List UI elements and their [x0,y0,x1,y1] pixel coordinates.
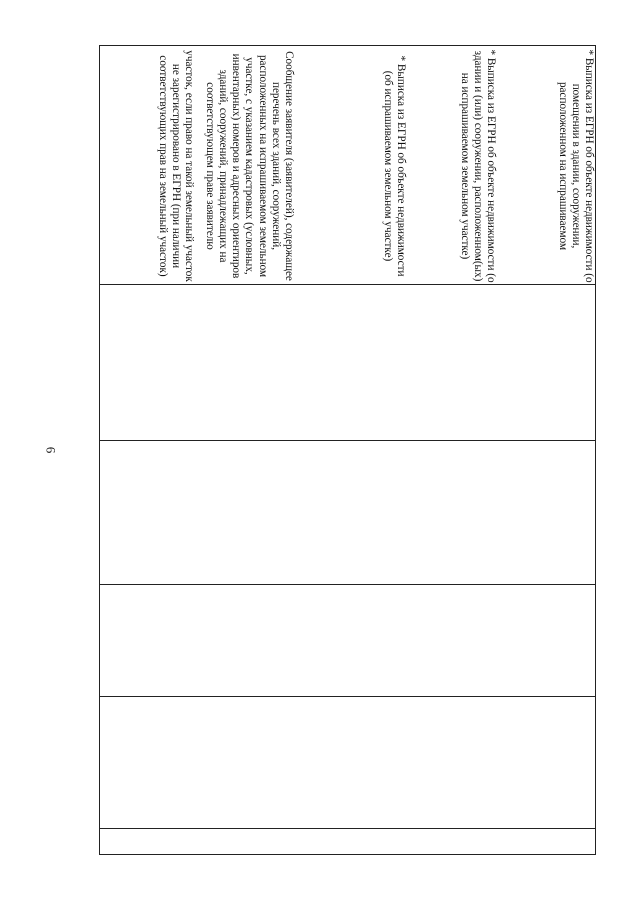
text-cell [100,46,595,284]
text-block-4: * Выписка из ЕГРН об объекте недвижимости (о здании и (или) сооружении, расположенном(ых) на испрашиваемом земельном участке) [458,49,497,283]
table-row-divider [100,828,595,829]
text-block-2: Сообщение заявителя (заявителей), содержащее перечень всех зданий, сооружений, расположенных на испрашиваемом земельном участке, с указанием кадастровых (условных, инвентарных) номеров и адресных ориентиров зданий, сооружений, принадлежащих на соответствующем праве заявителю [203,51,295,281]
page-number: 6 [43,446,59,454]
table-row-divider [100,696,595,697]
text-block-3: * Выписка из ЕГРН об объекте недвижимости (об испрашиваемом земельном участке) [381,55,407,277]
table-row-divider [100,440,595,441]
text-block-1: участок, если право на такой земельный участок не зарегистрировано в ЕГРН (при наличии соответствующих прав на земельный участок) [156,50,195,282]
document-table [99,45,596,855]
table-row-divider [100,584,595,585]
table-row-divider [100,284,595,285]
text-block-5: * Выписка из ЕГРН об объекте недвижимости (о помещении в здании, сооружении, расположенном на испрашиваемом [556,49,595,283]
